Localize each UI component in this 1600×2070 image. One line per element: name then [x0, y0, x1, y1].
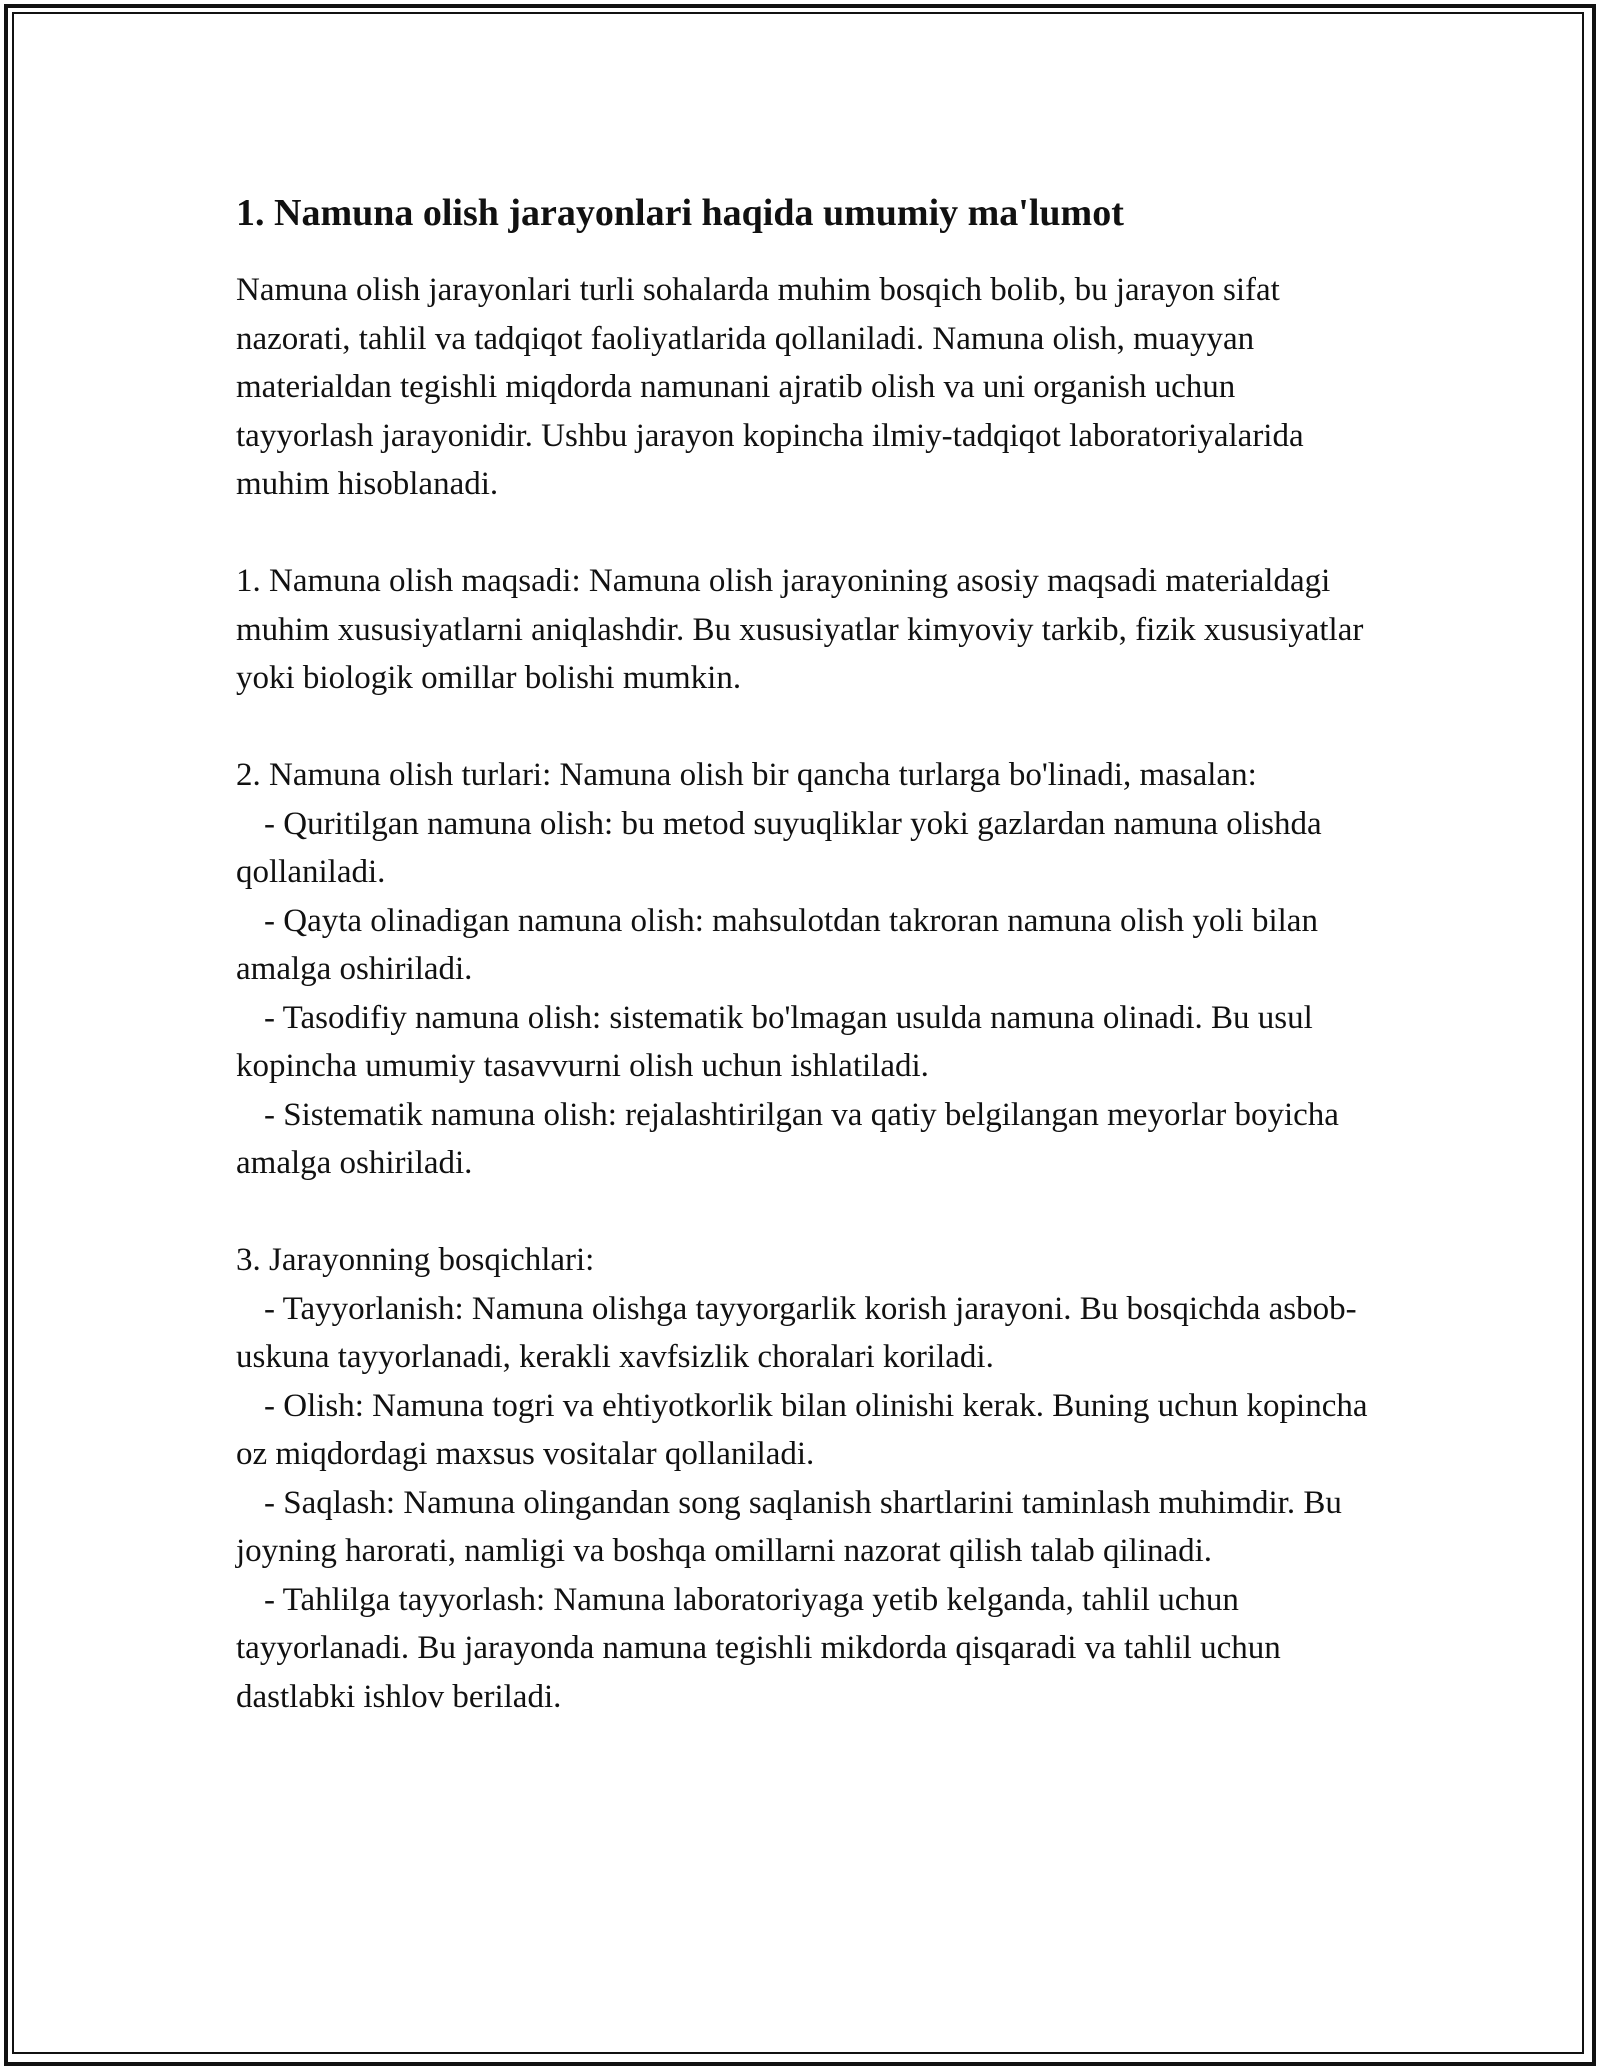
- list-item: - Olish: Namuna togri va ehtiyotkorlik bilan olinishi kerak. Buning uchun kopincha oz miqdordagi maxsus vositalar qollaniladi.: [236, 1387, 1368, 1472]
- list-item: - Quritilgan namuna olish: bu metod suyuqliklar yoki gazlardan namuna olishda qollaniladi.: [236, 805, 1322, 890]
- section-types: [236, 751, 1370, 1188]
- list-item: - Tahlilga tayyorlash: Namuna laboratoriyaga yetib kelganda, tahlil uchun tayyorlanadi. Bu jarayonda namuna tegishli mikdorda qisqaradi va tahlil uchun dastlabki ishlov beriladi.: [236, 1581, 1281, 1715]
- section-heading: 1. Namuna olish maqsadi: Namuna olish jarayonining asosiy maqsadi materialdagi muhim xususiyatlarni aniqlashdir. Bu xususiyatlar kimyoviy tarkib, fizik xususiyatlar yoki biologik omillar bolishi mumkin.: [236, 563, 1364, 696]
- intro-paragraph: Namuna olish jarayonlari turli sohalarda muhim bosqich bolib, bu jarayon sifat nazorati, tahlil va tadqiqot faoliyatlarida qollaniladi. Namuna olish, muayyan materialdan tegishli miqdorda namunani ajratib olish va uni organish uchun tayyorlash jarayonidir. Ushbu jarayon kopincha ilmiy-tadqiqot laboratoriyalarida muhim hisoblanadi.: [236, 272, 1304, 502]
- section-heading: 2. Namuna olish turlari: Namuna olish bir qancha turlarga bo'linadi, masalan:: [236, 757, 1257, 793]
- section-purpose: [236, 557, 1370, 703]
- list-item: - Tayyorlanish: Namuna olishga tayyorgarlik korish jarayoni. Bu bosqichda asbob-uskuna tayyorlanadi, kerakli xavfsizlik choralari koriladi.: [236, 1290, 1357, 1375]
- list-item: - Sistematik namuna olish: rejalashtirilgan va qatiy belgilangan meyorlar boyicha amalga oshiriladi.: [236, 1096, 1339, 1181]
- section-stages: [236, 1236, 1370, 1721]
- list-item: - Tasodifiy namuna olish: sistematik bo'lmagan usulda namuna olinadi. Bu usul kopincha umumiy tasavvurni olish uchun ishlatiladi.: [236, 999, 1313, 1084]
- section-heading: 3. Jarayonning bosqichlari:: [236, 1242, 595, 1278]
- list-item: - Saqlash: Namuna olingandan song saqlanish shartlarini taminlash muhimdir. Bu joyning harorati, namligi va boshqa omillarni nazorat qilish talab qilinadi.: [236, 1484, 1342, 1569]
- document-body: [236, 186, 1370, 1721]
- list-item: - Qayta olinadigan namuna olish: mahsulotdan takroran namuna olish yoli bilan amalga oshiriladi.: [236, 902, 1318, 987]
- document-title: 1. Namuna olish jarayonlari haqida umumiy ma'lumot: [236, 192, 1124, 234]
